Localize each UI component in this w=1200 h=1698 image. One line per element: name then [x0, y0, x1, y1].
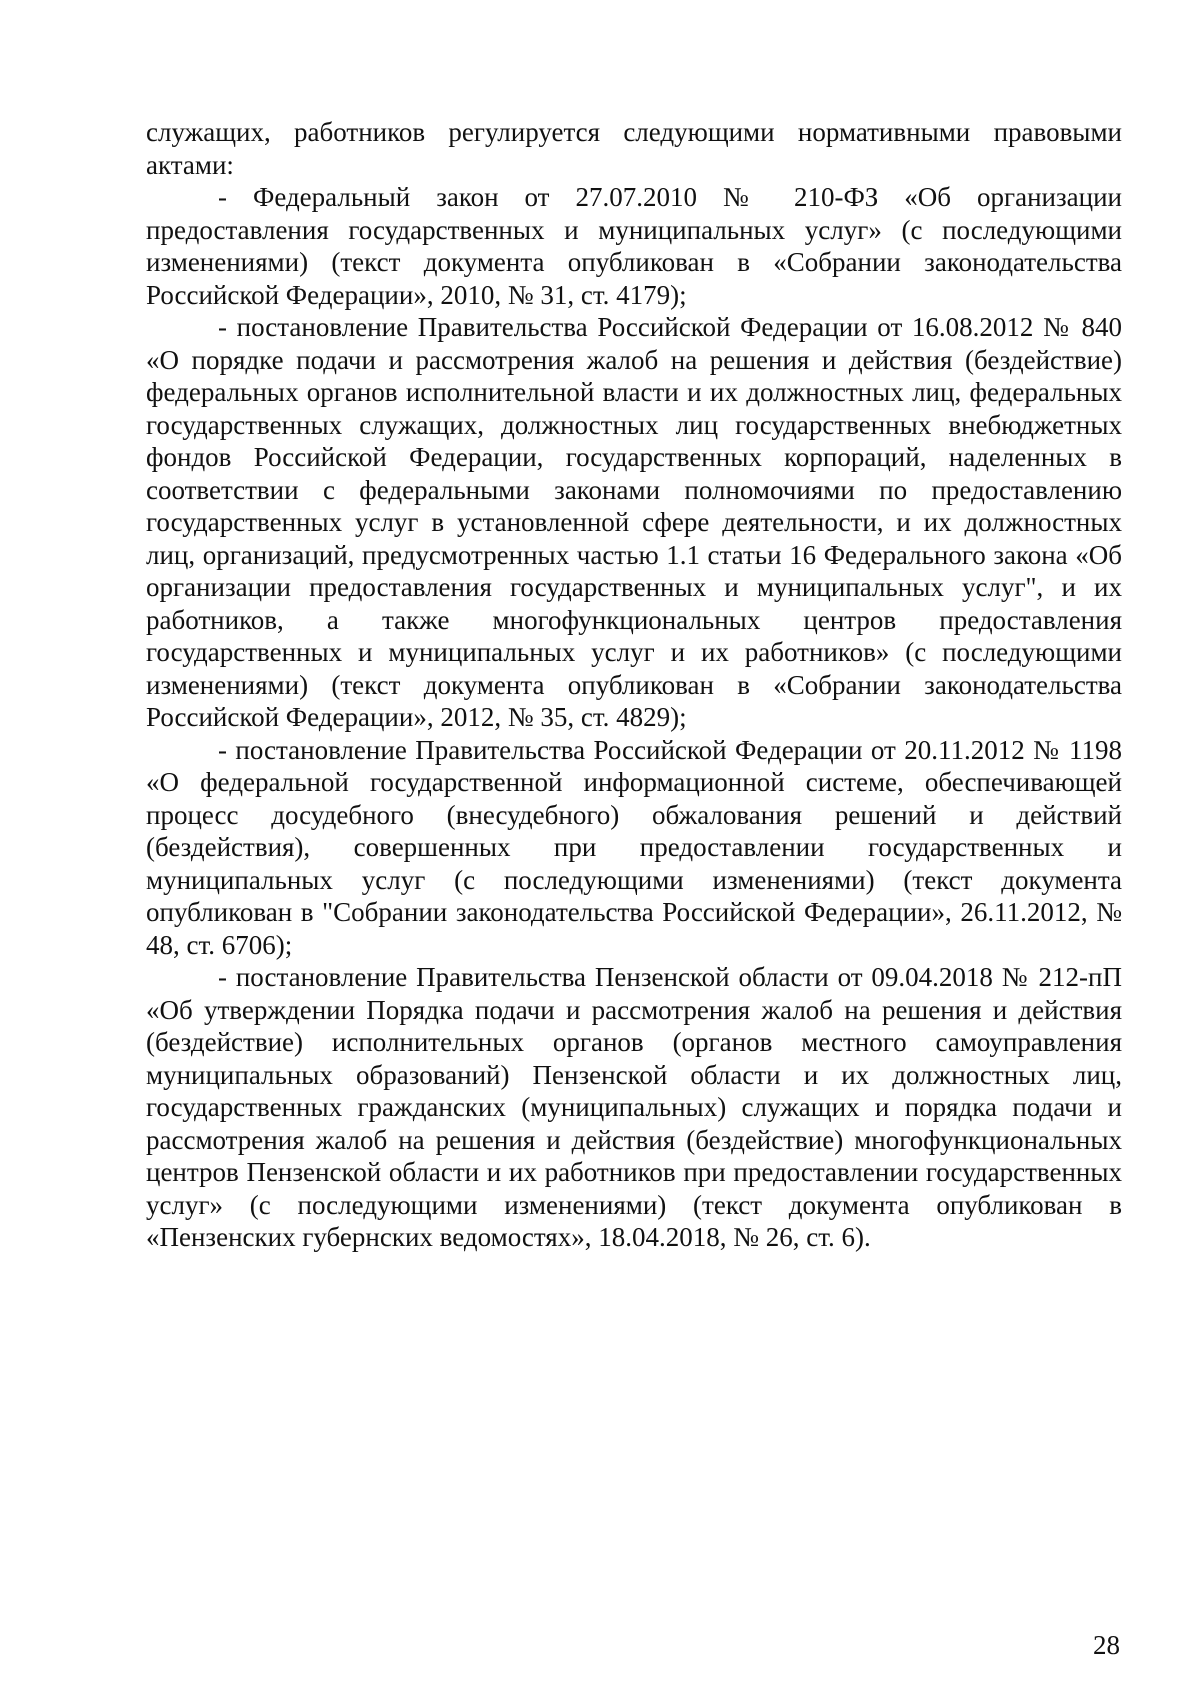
paragraph-penza-resolution-212: - постановление Правительства Пензенской области от 09.04.2018 № 212-пП «Об утверждении Порядка подачи и рассмотрения жалоб на решения и действия (бездействие) исполнительных органов (органов местного самоуправления муниципальных образований) Пензенской области и их должностных лиц, государственных гражданских (муниципальных) служащих и порядка подачи и рассмотрения жалоб на решения и действия (бездействие) многофункциональных центров Пензенской области и их работников при предоставлении государственных услуг» (с последующими изменениями) (текст документа опубликован в «Пензенских губернских ведомостях», 18.04.2018, № 26, ст. 6).	[146, 962, 1122, 1252]
paragraph-intro: служащих, работников регулируется следующими нормативными правовыми актами:	[146, 117, 1122, 180]
document-body	[146, 116, 1122, 1254]
paragraph-federal-law-210: - Федеральный закон от 27.07.2010 № 210-ФЗ «Об организации предоставления государственных и муниципальных услуг» (с последующими изменениями) (текст документа опубликован в «Собрании законодательства Российской Федерации», 2010, № 31, ст. 4179);	[146, 182, 1122, 310]
page-number: 28	[1093, 1630, 1120, 1660]
paragraph-resolution-840: - постановление Правительства Российской Федерации от 16.08.2012 № 840 «О порядке подачи и рассмотрения жалоб на решения и действия (бездействие) федеральных органов исполнительной власти и их должностных лиц, федеральных государственных служащих, должностных лиц государственных внебюджетных фондов Российской Федерации, государственных корпораций, наделенных в соответствии с федеральными законами полномочиями по предоставлению государственных услуг в установленной сфере деятельности, и их должностных лиц, организаций, предусмотренных частью 1.1 статьи 16 Федерального закона «Об организации предоставления государственных и муниципальных услуг", и их работников, а также многофункциональных центров предоставления государственных и муниципальных услуг и их работников» (с последующими изменениями) (текст документа опубликован в «Собрании законодательства Российской Федерации», 2012, № 35, ст. 4829);	[146, 312, 1122, 732]
paragraph-resolution-1198: - постановление Правительства Российской Федерации от 20.11.2012 № 1198 «О федеральной государственной информационной системе, обеспечивающей процесс досудебного (внесудебного) обжалования решений и действий (бездействия), совершенных при предоставлении государственных и муниципальных услуг (с последующими изменениями) (текст документа опубликован в "Собрании законодательства Российской Федерации», 26.11.2012, № 48, ст. 6706);	[146, 734, 1122, 960]
